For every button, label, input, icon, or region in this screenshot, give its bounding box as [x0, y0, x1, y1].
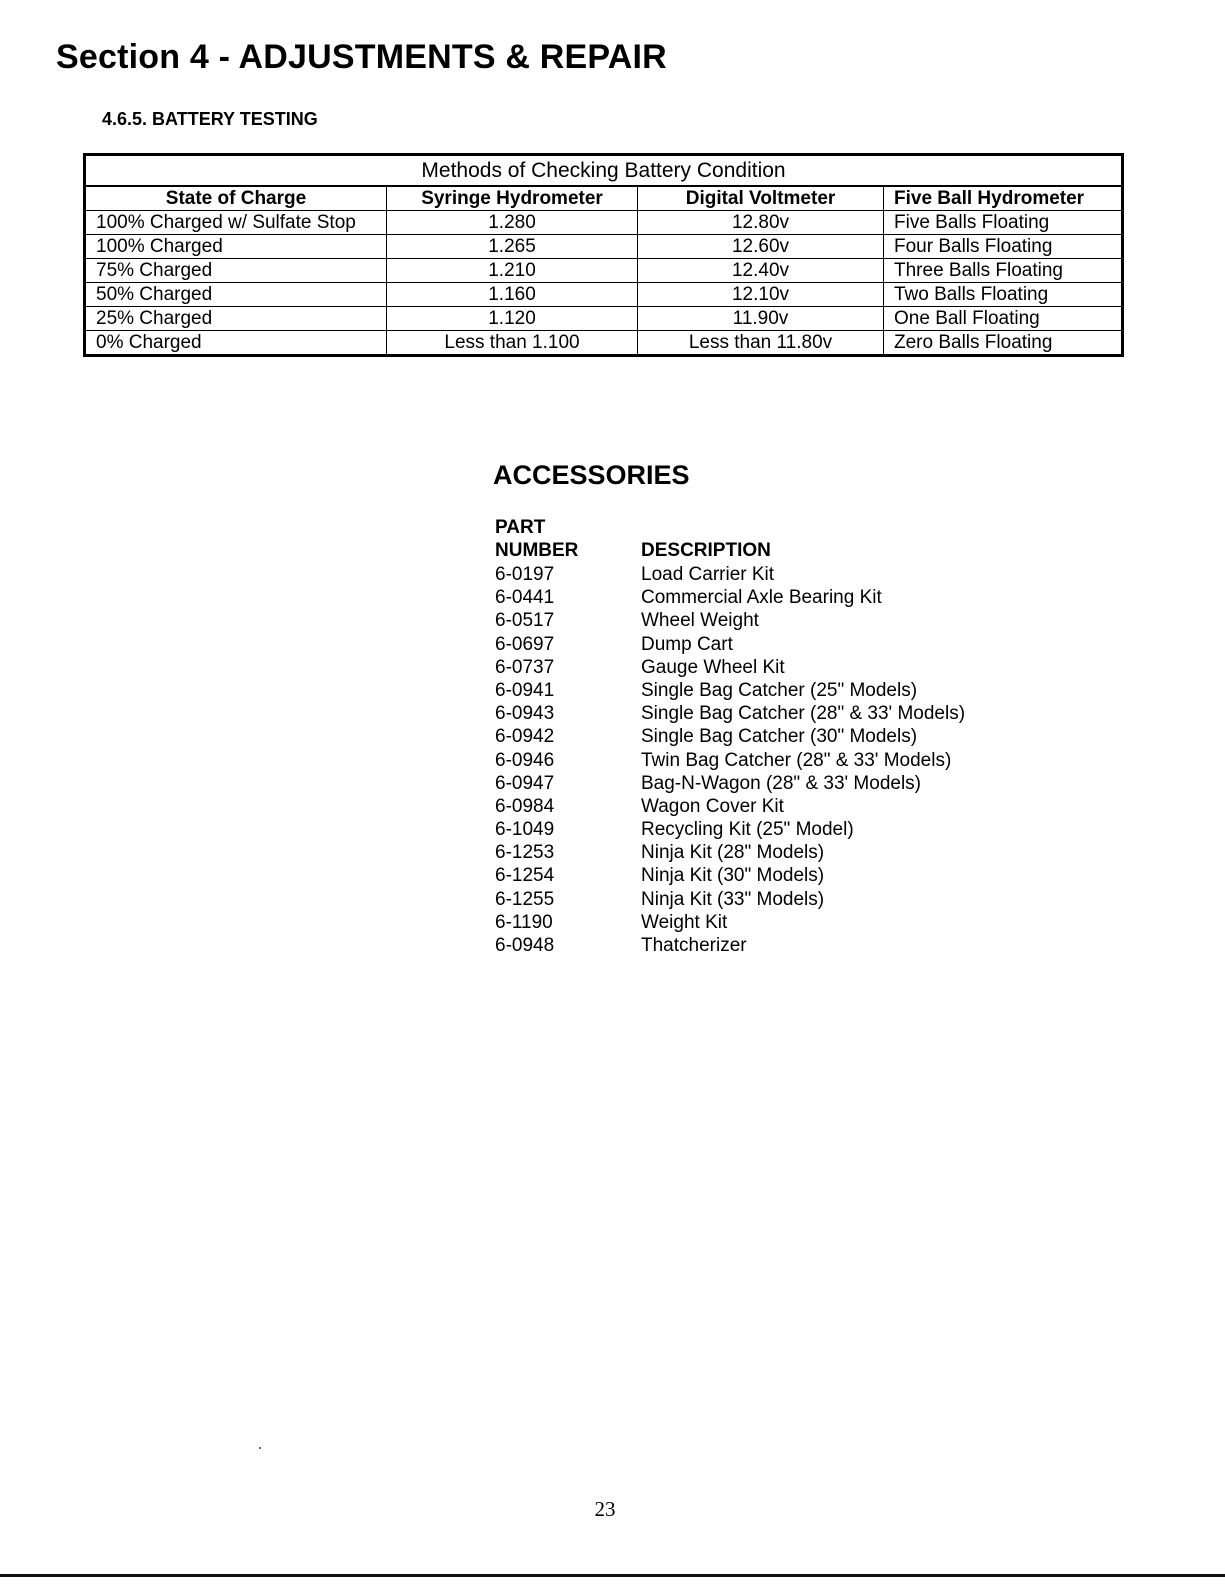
table-cell: 100% Charged w/ Sulfate Stop: [85, 211, 387, 235]
table-cell: Five Balls Floating: [884, 211, 1123, 235]
part-number: 6-1254: [495, 865, 555, 887]
part-number: 6-0947: [495, 772, 555, 794]
table-row: [85, 259, 1123, 283]
part-number: 6-0943: [495, 703, 555, 725]
part-number: 6-0984: [495, 795, 555, 817]
table-row: [85, 283, 1123, 307]
table-cell: 25% Charged: [85, 307, 387, 331]
part-description: Single Bag Catcher (30" Models): [641, 726, 918, 748]
table-cell: 75% Charged: [85, 259, 387, 283]
part-description: Bag-N-Wagon (28" & 33' Models): [641, 772, 922, 794]
part-description: Single Bag Catcher (28" & 33' Models): [641, 703, 966, 725]
part-description: Commercial Axle Bearing Kit: [641, 587, 882, 609]
table-cell: 1.280: [387, 211, 638, 235]
list-item: [495, 702, 1095, 725]
bottom-rule: [0, 1574, 1225, 1577]
table-cell: 12.40v: [638, 259, 884, 283]
list-item: [495, 772, 1095, 795]
part-description: Weight Kit: [641, 911, 728, 933]
table-cell: Zero Balls Floating: [884, 331, 1123, 356]
part-description: Dump Cart: [641, 633, 733, 655]
part-description: Ninja Kit (28" Models): [641, 842, 825, 864]
table-cell: 12.60v: [638, 235, 884, 259]
table-cell: 100% Charged: [85, 235, 387, 259]
part-number: 6-0517: [495, 610, 555, 632]
part-number: 6-0697: [495, 633, 555, 655]
list-item: [495, 609, 1095, 632]
part-number: 6-0941: [495, 679, 555, 701]
table-cell: 1.265: [387, 235, 638, 259]
part-description: Gauge Wheel Kit: [641, 656, 785, 678]
table-row: [85, 235, 1123, 259]
accessories-list: [495, 563, 1095, 957]
number-header-line: NUMBER: [495, 540, 579, 561]
part-number: 6-0441: [495, 587, 555, 609]
list-item: [495, 586, 1095, 609]
table-cell: 12.80v: [638, 211, 884, 235]
list-item: [495, 679, 1095, 702]
list-item: [495, 818, 1095, 841]
table-cell: 11.90v: [638, 307, 884, 331]
table-cell: One Ball Floating: [884, 307, 1123, 331]
part-number: 6-0197: [495, 564, 555, 585]
part-number: 6-1253: [495, 842, 555, 864]
list-item: [495, 864, 1095, 887]
column-header: Five Ball Hydrometer: [884, 186, 1123, 211]
table-cell: Four Balls Floating: [884, 235, 1123, 259]
table-cell: 0% Charged: [85, 331, 387, 356]
list-item: [495, 911, 1095, 934]
list-item: [495, 633, 1095, 656]
column-header: Digital Voltmeter: [638, 186, 884, 211]
table-row: [85, 211, 1123, 235]
description-header: DESCRIPTION: [641, 540, 771, 561]
part-number: 6-1190: [495, 911, 553, 933]
part-number: 6-0942: [495, 726, 555, 748]
part-description: Load Carrier Kit: [641, 564, 775, 585]
list-item: [495, 795, 1095, 818]
table-cell: 12.10v: [638, 283, 884, 307]
table-cell: Two Balls Floating: [884, 283, 1123, 307]
table-cell: Three Balls Floating: [884, 259, 1123, 283]
accessories-title: ACCESSORIES: [493, 460, 690, 490]
scan-speck: [259, 1447, 261, 1449]
part-number-header: [495, 516, 578, 562]
table-cell: 1.160: [387, 283, 638, 307]
list-item: [495, 563, 1095, 586]
column-header: State of Charge: [85, 186, 387, 211]
part-number: 6-1255: [495, 888, 555, 910]
table-header-row: [85, 186, 1123, 211]
battery-condition-table: [83, 153, 1124, 357]
list-item: [495, 749, 1095, 772]
part-number: 6-0737: [495, 656, 555, 678]
part-description: Thatcherizer: [641, 935, 747, 956]
part-description: Single Bag Catcher (25" Models): [641, 679, 918, 701]
table-cell: Less than 1.100: [387, 331, 638, 356]
part-description: Ninja Kit (33" Models): [641, 888, 825, 910]
list-item: [495, 656, 1095, 679]
column-header: Syringe Hydrometer: [387, 186, 638, 211]
table-caption: Methods of Checking Battery Condition: [85, 155, 1123, 187]
part-number: 6-0946: [495, 749, 555, 771]
part-description: Wheel Weight: [641, 610, 759, 632]
list-item: [495, 725, 1095, 748]
part-number: 6-1049: [495, 819, 555, 841]
section-title: Section 4 - ADJUSTMENTS & REPAIR: [56, 38, 667, 76]
part-description: Wagon Cover Kit: [641, 795, 784, 817]
part-number: 6-0948: [495, 935, 555, 956]
part-description: Twin Bag Catcher (28" & 33' Models): [641, 749, 952, 771]
table-cell: 1.120: [387, 307, 638, 331]
table-row: [85, 307, 1123, 331]
list-item: [495, 841, 1095, 864]
list-item: [495, 934, 1095, 957]
table-cell: Less than 11.80v: [638, 331, 884, 356]
part-description: Recycling Kit (25" Model): [641, 819, 854, 841]
part-description: Ninja Kit (30" Models): [641, 865, 825, 887]
table-cell: 1.210: [387, 259, 638, 283]
subsection-title: 4.6.5. BATTERY TESTING: [102, 109, 318, 129]
page-number: 23: [594, 1497, 616, 1521]
list-item: [495, 888, 1095, 911]
table-cell: 50% Charged: [85, 283, 387, 307]
table-row: [85, 331, 1123, 356]
table-caption-row: [85, 155, 1123, 187]
part-header-line: PART: [495, 517, 546, 538]
